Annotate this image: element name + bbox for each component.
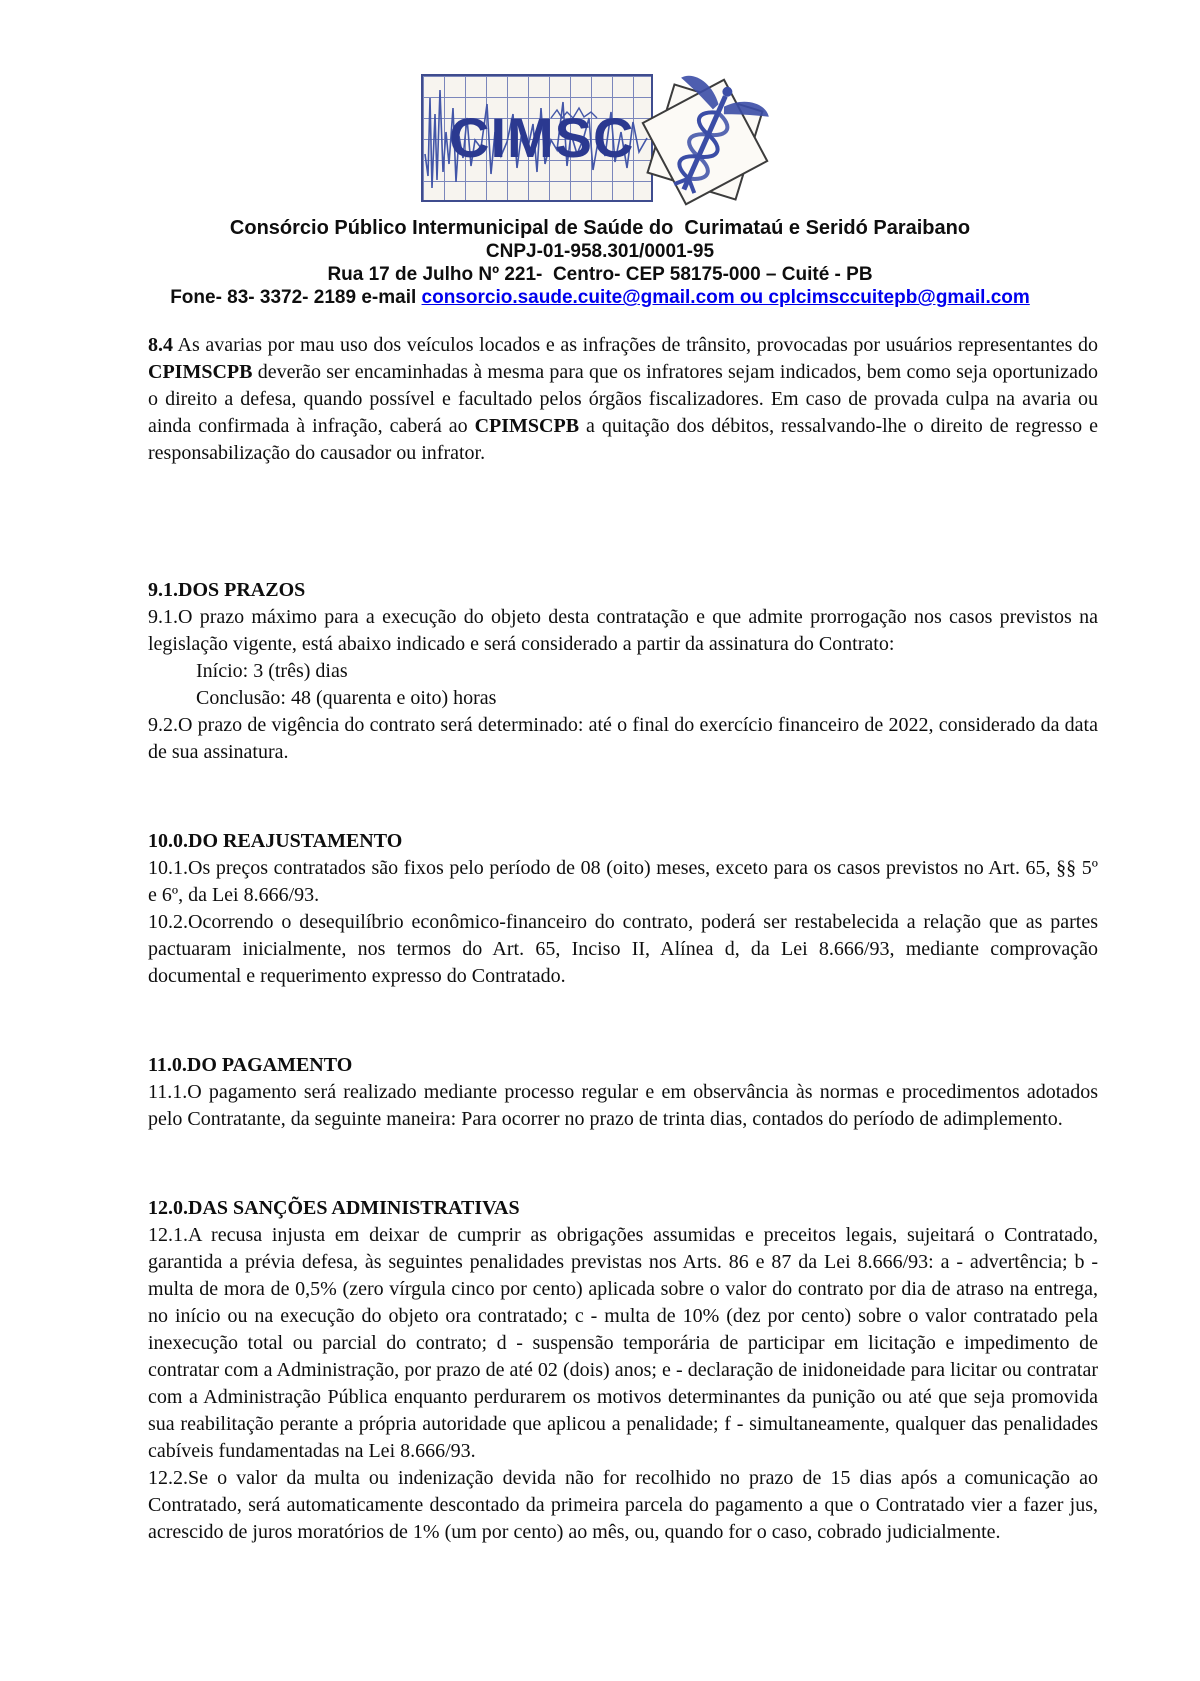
document-body [0, 310, 1200, 1546]
section-9-heading: 9.1.DOS PRAZOS [148, 578, 306, 601]
inicio-line: Início: 3 (três) dias [196, 659, 348, 682]
letterhead [0, 0, 1200, 310]
paragraph-10-1: 10.1.Os preços contratados são fixos pelo período de 08 (oito) meses, exceto para os casos previstos no Art. 65, §§ 5º e 6º, da Lei 8.666/93. [148, 856, 1098, 906]
clause-8-4-bold-1: CPIMSCPB [148, 360, 253, 383]
paragraph-12-2: 12.2.Se o valor da multa ou indenização devida não for recolhido no prazo de 15 dias após a comunicação ao Contratado, será automaticamente descontado da primeira parcela do pagamento a que o Contratado vier a fazer jus, acrescido de juros moratórios de 1% (um por cento) ao mês, ou, quando for o caso, cobrado judicialmente. [148, 1466, 1098, 1543]
conclusao-line: Conclusão: 48 (quarenta e oito) horas [196, 686, 497, 709]
section-11 [148, 1052, 1098, 1133]
paragraph-12-1: 12.1.A recusa injusta em deixar de cumprir as obrigações assumidas e preceitos legais, sujeitará o Contratado, garantida a prévia defesa, às seguintes penalidades previstas nos Arts. 86 e 87 da Lei 8.666/93: a - advertência; b - multa de mora de 0,5% (zero vírgula cinco por cento) aplicada sobre o valor do contrato por dia de atraso na entrega, no início ou na execução do objeto ora contratado; c - multa de 10% (dez por cento) sobre o valor contratado pela inexecução total ou parcial do contrato; d - suspensão temporária de participar em licitação e impedimento de contratar com a Administração, por prazo de até 02 (dois) anos; e - declaração de inidoneidade para licitar ou contratar com a Administração Pública enquanto perdurarem os motivos determinantes da punição ou até que seja promovida sua reabilitação perante a própria autoridade que aplicou a penalidade; f - simultaneamente, qualquer das penalidades cabíveis fundamentadas na Lei 8.666/93. [148, 1223, 1098, 1462]
clause-8-4-bold-2: CPIMSCPB [474, 414, 580, 437]
section-10-heading: 10.0.DO REAJUSTAMENTO [148, 829, 403, 852]
address-line: Rua 17 de Julho Nº 221- Centro- CEP 58175-000 – Cuité - PB [327, 264, 873, 286]
cnpj-line: CNPJ-01-958.301/0001-95 [485, 241, 715, 262]
section-10 [148, 828, 1098, 990]
clause-8-4-text-2: deverão ser encaminhadas à mesma para que os infratores sejam indicados, bem como seja oportunizado o direito a defesa, quando possível e facultado pelos órgãos fiscalizadores. Em caso de provada culpa na avaria ou ainda confirmada à infração, caberá ao [148, 360, 1098, 437]
clause-8-4 [148, 332, 1098, 467]
contact-line [0, 286, 1200, 309]
paragraph-11-1: 11.1.O pagamento será realizado mediante processo regular e em observância às normas e procedimentos adotados pelo Contratante, da seguinte maneira: Para ocorrer no prazo de trinta dias, contados do período de adimplemento. [148, 1080, 1098, 1130]
logo-text: CIMSC [449, 106, 635, 169]
section-12-heading: 12.0.DAS SANÇÕES ADMINISTRATIVAS [148, 1196, 520, 1219]
section-11-heading: 11.0.DO PAGAMENTO [148, 1053, 353, 1076]
phone-label: Fone- 83- 3372- 2189 e-mail [170, 287, 422, 309]
paragraph-9-2: 9.2.O prazo de vigência do contrato será determinado: até o final do exercício financeiro de 2022, considerado da data de sua assinatura. [148, 713, 1098, 763]
clause-8-4-text: As avarias por mau uso dos veículos locados e as infrações de trânsito, provocadas por usuários representantes do [173, 333, 1098, 356]
clause-8-4-text-3: a quitação dos débitos, ressalvando-lhe o direito de regresso e responsabilização do causador ou infrator. [148, 414, 1098, 464]
medical-cross-icon [629, 62, 779, 220]
paragraph-10-2: 10.2.Ocorrendo o desequilíbrio econômico-financeiro do contrato, poderá ser restabelecida a relação que as partes pactuaram inicialmente, nos termos do Art. 65, Inciso II, Alínea d, da Lei 8.666/93, mediante comprovação documental e requerimento expresso do Contratado. [148, 910, 1098, 987]
section-12 [148, 1195, 1098, 1546]
org-name: Consórcio Público Intermunicipal de Saúde do Curimataú e Seridó Paraibano [229, 217, 971, 239]
email-link[interactable]: consorcio.saude.cuite@gmail.com ou cplcimsccuitepb@gmail.com [421, 287, 1030, 309]
paragraph-9-1: 9.1.O prazo máximo para a execução do objeto desta contratação e que admite prorrogação nos casos previstos na legislação vigente, está abaixo indicado e será considerado a partir da assinatura do Contrato: [148, 605, 1098, 655]
clause-8-4-number: 8.4 [148, 333, 173, 356]
section-9 [148, 577, 1098, 766]
cimsc-logo [421, 66, 779, 212]
